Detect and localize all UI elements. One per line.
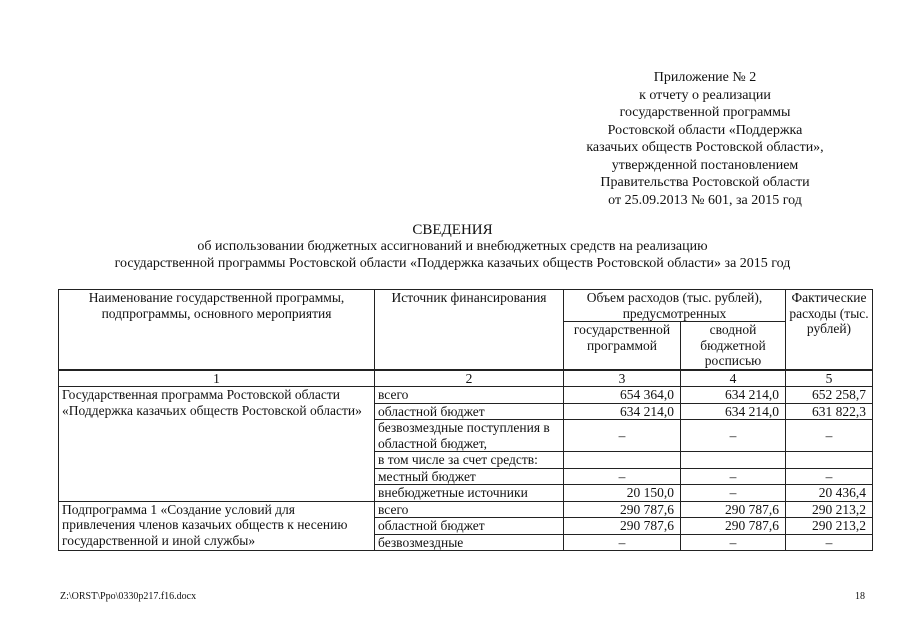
document-subtitle-line: государственной программы Ростовской области «Поддержка казачьих обществ Ростовской области» за 2015 год: [114, 255, 791, 271]
appendix-line: от 25.09.2013 № 601, за 2015 год: [608, 192, 802, 208]
actual-value: 652 258,7: [786, 387, 873, 404]
column-number: 1: [59, 370, 375, 387]
appendix-line: Приложение № 2: [653, 70, 757, 85]
source-cell: безвозмездные поступления в областной бюджет,: [375, 420, 564, 452]
document-title: СВЕДЕНИЯ: [412, 222, 493, 238]
appendix-line: утвержденной постановлением: [611, 157, 799, 173]
source-cell: областной бюджет: [375, 518, 564, 535]
state-value: 290 787,6: [564, 518, 681, 535]
source-cell: местный бюджет: [375, 468, 564, 485]
budget-value: –: [681, 485, 786, 502]
table-row: [59, 501, 873, 518]
appendix-line: государственной программы: [619, 105, 791, 120]
document-heading: [40, 222, 865, 272]
header-budget-list: сводной бюджетной росписью: [681, 322, 786, 370]
header-state-program: государственной программой: [564, 322, 681, 370]
header-source: Источник финансирования: [375, 290, 564, 370]
document-subtitle-line: об использовании бюджетных ассигнований и внебюджетных средств на реализацию: [197, 239, 708, 254]
budget-value: 634 214,0: [681, 403, 786, 420]
subprogram-name: Подпрограмма 1 «Создание условий для привлечения членов казачьих обществ к несению государственной и иной службы»: [59, 501, 375, 551]
state-value: 654 364,0: [564, 387, 681, 404]
column-number: 4: [681, 370, 786, 387]
source-cell: всего: [375, 501, 564, 518]
state-value: 20 150,0: [564, 485, 681, 502]
actual-value: 631 822,3: [786, 403, 873, 420]
actual-value: –: [786, 534, 873, 551]
appendix-line: казачьих обществ Ростовской области»,: [586, 140, 824, 155]
state-value: –: [564, 534, 681, 551]
state-value: –: [564, 420, 681, 452]
source-cell: в том числе за счет средств:: [375, 452, 564, 469]
appendix-block: [560, 69, 850, 209]
state-value: –: [564, 468, 681, 485]
budget-value: 290 787,6: [681, 501, 786, 518]
appendix-line: Ростовской области «Поддержка: [607, 122, 803, 138]
header-actual: Фактические расходы (тыс. рублей): [786, 290, 873, 370]
expenditure-table: [58, 289, 873, 551]
actual-value: 290 213,2: [786, 501, 873, 518]
table-row: [59, 387, 873, 404]
header-volume: Объем расходов (тыс. рублей), предусмотренных: [564, 290, 786, 322]
state-value: [564, 452, 681, 469]
appendix-line: Правительства Ростовской области: [600, 175, 810, 190]
actual-value: –: [786, 468, 873, 485]
page-number: 18: [855, 591, 865, 602]
program-name: Государственная программа Ростовской области «Поддержка казачьих обществ Ростовской области»: [59, 387, 375, 502]
budget-value: 634 214,0: [681, 387, 786, 404]
column-number-row: [59, 370, 873, 387]
budget-value: –: [681, 420, 786, 452]
appendix-line: к отчету о реализации: [639, 87, 771, 103]
state-value: 634 214,0: [564, 403, 681, 420]
header-name: Наименование государственной программы, подпрограммы, основного мероприятия: [59, 290, 375, 370]
source-cell: внебюджетные источники: [375, 485, 564, 502]
column-number: 5: [786, 370, 873, 387]
file-path: Z:\ORST\Ppo\0330p217.f16.docx: [60, 591, 197, 602]
column-number: 2: [375, 370, 564, 387]
source-cell: всего: [375, 387, 564, 404]
budget-value: –: [681, 468, 786, 485]
actual-value: 290 213,2: [786, 518, 873, 535]
source-cell: безвозмездные: [375, 534, 564, 551]
actual-value: –: [786, 420, 873, 452]
table-header-row: [59, 290, 873, 322]
budget-value: [681, 452, 786, 469]
actual-value: [786, 452, 873, 469]
budget-value: 290 787,6: [681, 518, 786, 535]
column-number: 3: [564, 370, 681, 387]
budget-value: –: [681, 534, 786, 551]
actual-value: 20 436,4: [786, 485, 873, 502]
source-cell: областной бюджет: [375, 403, 564, 420]
state-value: 290 787,6: [564, 501, 681, 518]
